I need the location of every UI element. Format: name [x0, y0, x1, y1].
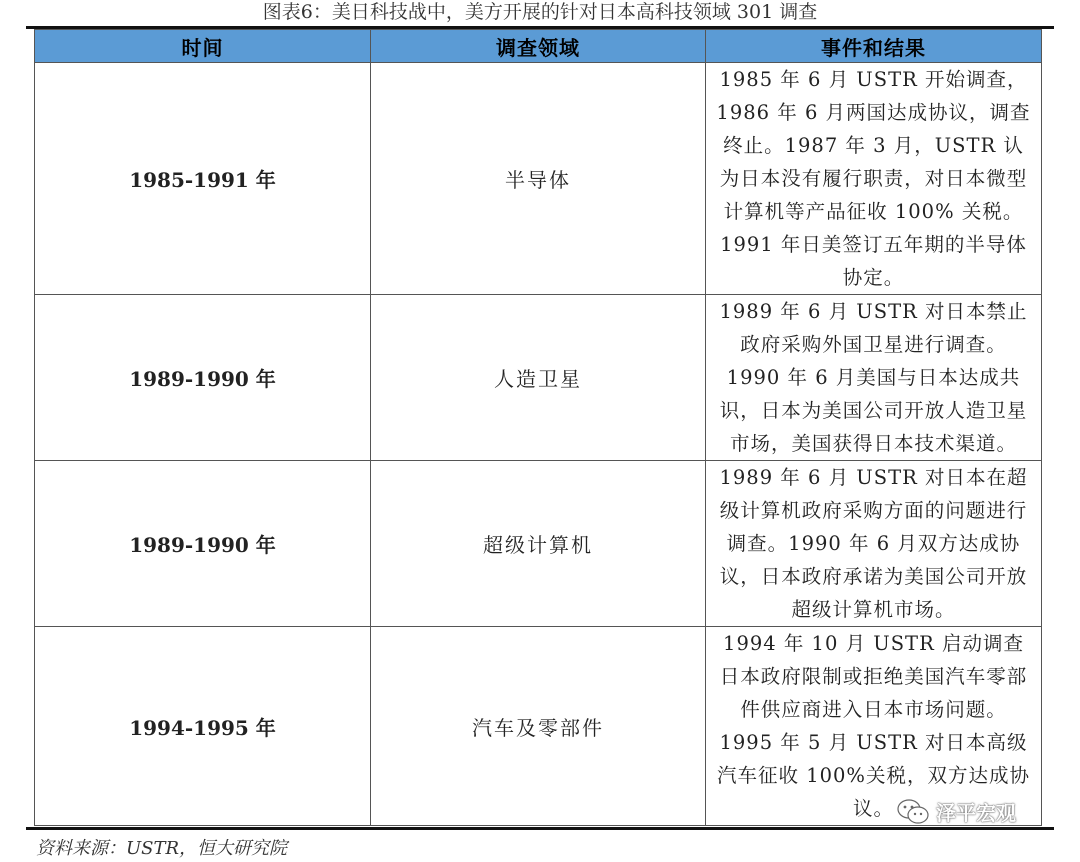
wechat-icon — [896, 798, 930, 826]
investigation-table — [34, 29, 1042, 826]
watermark — [896, 797, 1016, 826]
source-note: 资料来源：USTR，恒大研究院 — [36, 838, 288, 859]
row-events: 1989 年 6 月 USTR 对日本禁止政府采购外国卫星进行调查。1990 年 6 月美国与日本达成共识，日本为美国公司开放人造卫星市场，美国获得日本技术渠道。 — [706, 295, 1042, 461]
row-events: 1989 年 6 月 USTR 对日本在超级计算机政府采购方面的问题进行调查。1990 年 6 月双方达成协议，日本政府承诺为美国公司开放超级计算机市场。 — [706, 461, 1042, 627]
table-row — [35, 461, 1042, 627]
row-time: 1989-1990 年 — [35, 295, 371, 461]
table-row — [35, 63, 1042, 295]
table-header-row — [35, 30, 1042, 63]
row-domain: 人造卫星 — [371, 295, 706, 461]
row-domain: 半导体 — [371, 63, 706, 295]
header-domain: 调查领域 — [371, 30, 706, 63]
row-events: 1985 年 6 月 USTR 开始调查，1986 年 6 月两国达成协议，调查终止。1987 年 3 月，USTR 认为日本没有履行职责，对日本微型计算机等产品征收 100% 关税。1991 年日美签订五年期的半导体协定。 — [706, 63, 1042, 295]
row-events: 1994 年 10 月 USTR 启动调查日本政府限制或拒绝美国汽车零部件供应商进入日本市场问题。1995 年 5 月 USTR 对日本高级汽车征收 100%关税，双方达成协议。 — [706, 627, 1042, 826]
table-row — [35, 627, 1042, 826]
row-domain: 汽车及零部件 — [371, 627, 706, 826]
table-caption: 图表6：美日科技战中，美方开展的针对日本高科技领域 301 调查 — [262, 1, 818, 23]
row-time: 1989-1990 年 — [35, 461, 371, 627]
table-row — [35, 295, 1042, 461]
header-time: 时间 — [35, 30, 371, 63]
row-time: 1985-1991 年 — [35, 63, 371, 295]
header-events: 事件和结果 — [706, 30, 1042, 63]
watermark-text: 泽平宏观 — [936, 801, 1016, 825]
row-time: 1994-1995 年 — [35, 627, 371, 826]
row-domain: 超级计算机 — [371, 461, 706, 627]
bottom-rule — [26, 827, 1054, 830]
